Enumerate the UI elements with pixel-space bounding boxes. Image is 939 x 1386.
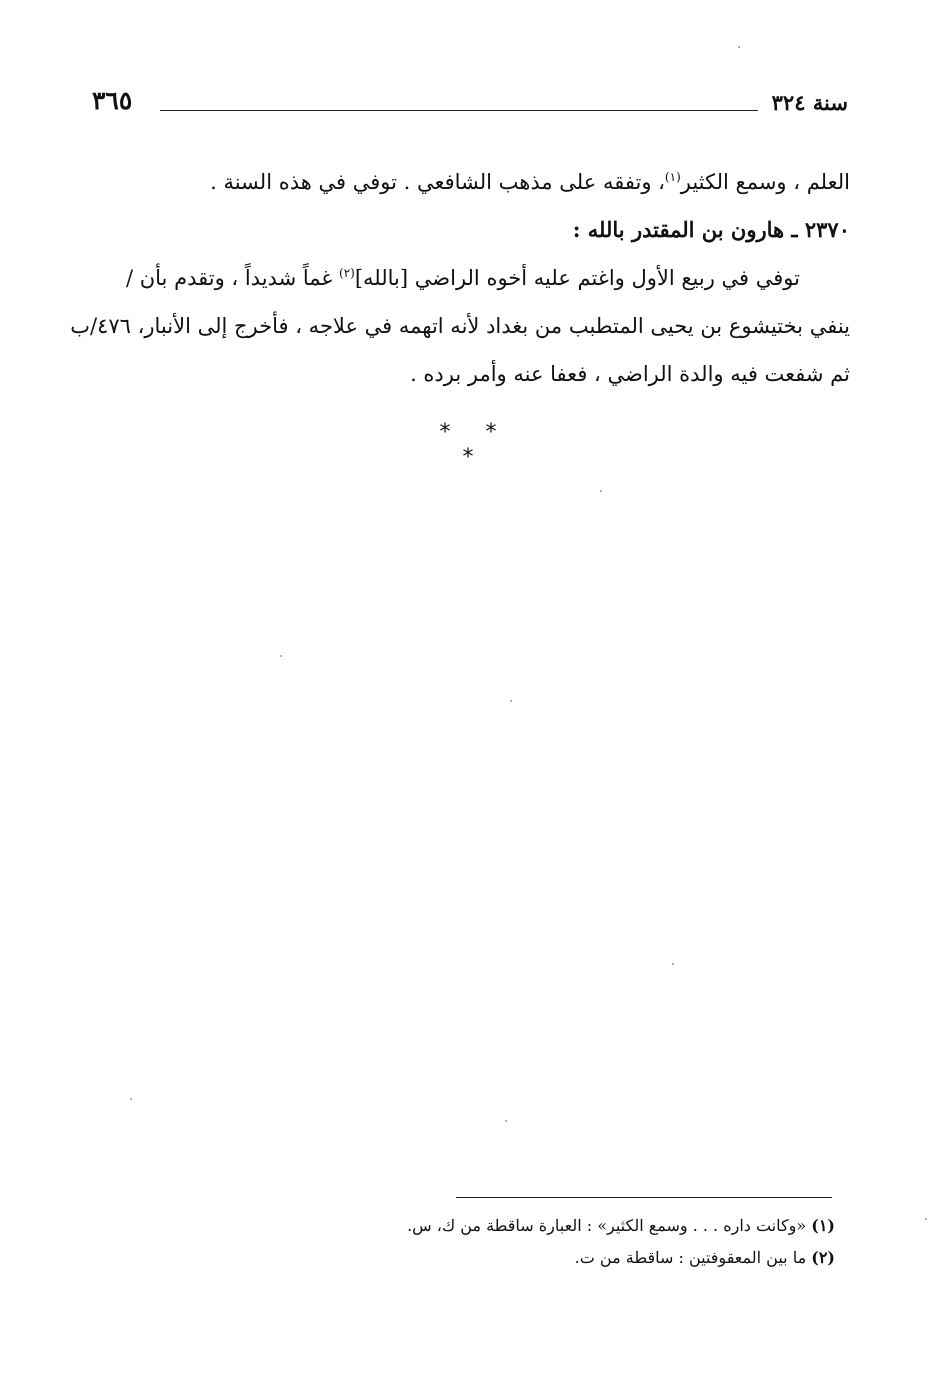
paragraph-line: ينفي بختيشوع بن يحيى المتطبب من بغداد لأنه اتهمه في علاجه ، فأخرج إلى الأنبار، ٤٧٦/ب bbox=[70, 314, 850, 338]
scan-speck bbox=[505, 1120, 507, 1122]
footnote-2 bbox=[300, 1242, 835, 1274]
scan-speck bbox=[280, 655, 282, 657]
scan-speck bbox=[672, 963, 674, 965]
footnote-rule bbox=[456, 1197, 832, 1198]
paragraph-line bbox=[120, 254, 850, 302]
body-text bbox=[70, 158, 850, 398]
footnote-ref-2: (٢) bbox=[339, 266, 355, 280]
footnote-1 bbox=[300, 1210, 835, 1242]
running-header bbox=[92, 86, 848, 122]
text-segment: ، وتفقه على مذهب الشافعي . توفي في هذه السنة . bbox=[210, 170, 665, 194]
text-segment: العلم ، وسمع الكثير bbox=[680, 170, 850, 194]
section-separator: * * * bbox=[439, 420, 511, 470]
paragraph-line: ثم شفعت فيه والدة الراضي ، فعفا عنه وأمر برده . bbox=[410, 362, 850, 386]
scan-speck bbox=[130, 1098, 132, 1100]
text-line-continuation bbox=[120, 158, 850, 206]
scan-speck bbox=[738, 46, 740, 48]
scan-speck bbox=[510, 700, 512, 702]
entry-heading: ٢٣٧٠ ـ هارون بن المقتدر بالله : bbox=[572, 217, 850, 242]
footnote-text: «وكانت داره . . . وسمع الكثير» : العبارة ساقطة من ك، س. bbox=[407, 1216, 807, 1235]
footnotes bbox=[300, 1210, 835, 1274]
scan-speck bbox=[925, 1218, 927, 1220]
page-number: ٣٦٥ bbox=[92, 86, 133, 115]
header-rule bbox=[160, 110, 758, 111]
footnote-number: (٢) bbox=[811, 1248, 835, 1267]
footnote-text: ما بين المعقوفتين : ساقطة من ت. bbox=[574, 1248, 807, 1267]
footnote-ref-1: (١) bbox=[664, 170, 681, 184]
footnote-number: (١) bbox=[811, 1216, 835, 1235]
scan-speck bbox=[600, 490, 602, 492]
text-segment: غماً شديداً ، وتقدم بأن / bbox=[125, 266, 340, 290]
text-segment: توفي في ربيع الأول واغتم عليه أخوه الراضي [بالله] bbox=[354, 266, 800, 290]
header-year-label: سنة ٣٢٤ bbox=[771, 90, 848, 115]
